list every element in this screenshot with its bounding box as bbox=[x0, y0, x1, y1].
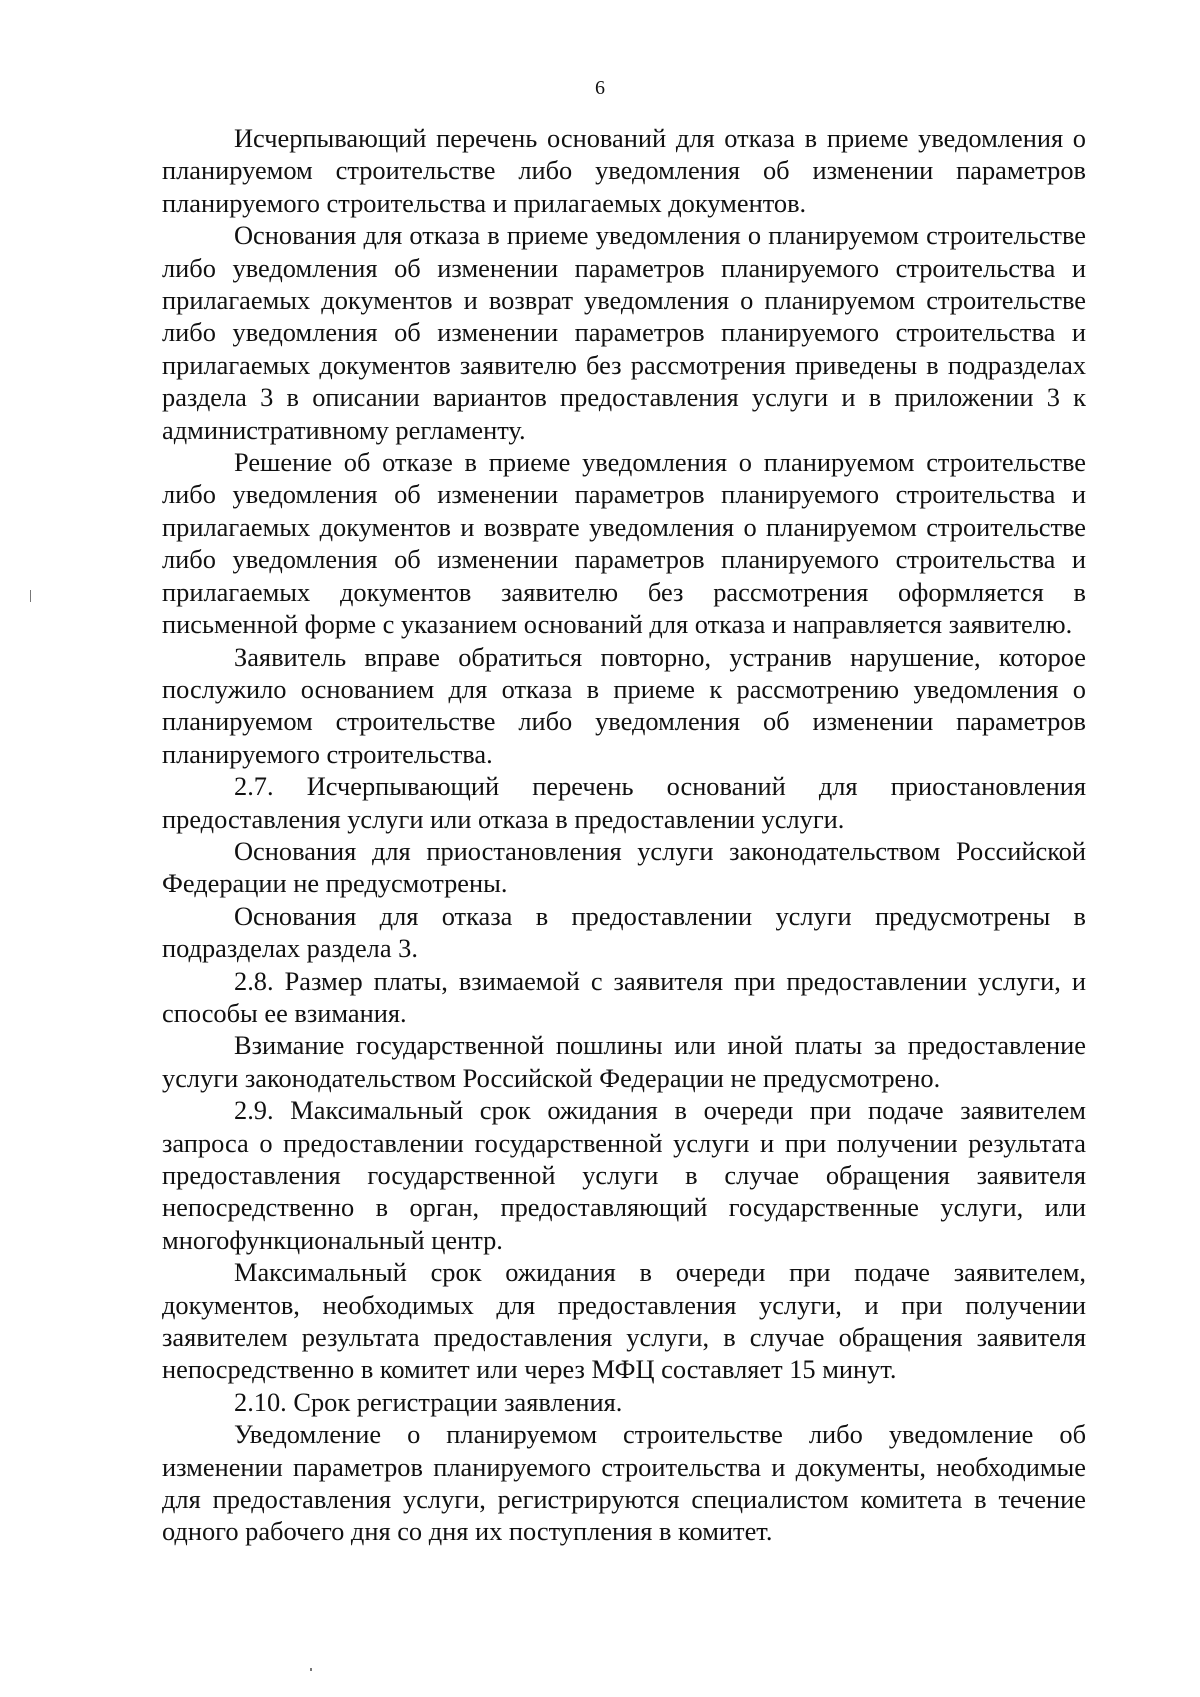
scan-artifact bbox=[310, 1668, 312, 1671]
paragraph-section-2-9: 2.9. Максимальный срок ожидания в очереди при подаче заявителем запроса о предоставлении государственной услуги и при получении результата предоставления государственной услуги в случае обращения заявителя непосредственно в орган, предоставляющий государственные услуги, или многофункциональный центр. bbox=[162, 1095, 1086, 1255]
paragraph-fee-collection: Взимание государственной пошлины или иной платы за предоставление услуги законодательством Российской Федерации не предусмотрено. bbox=[162, 1030, 1086, 1093]
paragraph-section-2-8: 2.8. Размер платы, взимаемой с заявителя при предоставлении услуги, и способы ее взимания. bbox=[162, 965, 1086, 1028]
paragraph-refusal-grounds: Основания для отказа в приеме уведомления о планируемом строительстве либо уведомления об изменении параметров планируемого строительства и прилагаемых документов и возврат уведомления о планируемом строительстве либо уведомления об изменении параметров планируемого строительства и прилагаемых документов заявителю без рассмотрения приведены в подразделах раздела 3 в описании вариантов предоставления услуги и в приложении 3 к административному регламенту. bbox=[162, 220, 1086, 445]
scan-artifact bbox=[30, 590, 31, 602]
paragraph-section-2-10: 2.10. Срок регистрации заявления. bbox=[234, 1386, 623, 1417]
paragraph-registration: Уведомление о планируемом строительстве либо уведомление об изменении параметров планируемого строительства и документы, необходимые для предоставления услуги, регистрируются специалистом комитета в течение одного рабочего дня со дня их поступления в комитет. bbox=[162, 1419, 1086, 1547]
paragraph-reapplication: Заявитель вправе обратиться повторно, устранив нарушение, которое послужило основанием для отказа в приеме к рассмотрению уведомления о планируемом строительстве либо уведомления об изменении параметров планируемого строительства. bbox=[162, 641, 1086, 769]
paragraph-refusal-grounds-title: Исчерпывающий перечень оснований для отказа в приеме уведомления о планируемом строительстве либо уведомления об изменении параметров планируемого строительства и прилагаемых документов. bbox=[162, 123, 1086, 218]
paragraph-service-refusal-grounds: Основания для отказа в предоставлении услуги предусмотрены в подразделах раздела 3. bbox=[162, 900, 1086, 964]
page-number: 6 bbox=[595, 77, 605, 99]
paragraph-section-2-7: 2.7. Исчерпывающий перечень оснований для приостановления предоставления услуги или отказа в предоставлении услуги. bbox=[162, 771, 1086, 834]
paragraph-refusal-decision: Решение об отказе в приеме уведомления о планируемом строительстве либо уведомления об изменении параметров планируемого строительства и прилагаемых документов и возврате уведомления о планируемом строительстве либо уведомления об изменении параметров планируемого строительства и прилагаемых документов заявителю без рассмотрения оформляется в письменной форме с указанием оснований для отказа и направляется заявителю. bbox=[162, 447, 1086, 640]
document-body bbox=[162, 122, 1086, 1548]
paragraph-suspension-grounds: Основания для приостановления услуги законодательством Российской Федерации не предусмотрены. bbox=[162, 835, 1086, 899]
paragraph-max-wait-time: Максимальный срок ожидания в очереди при подаче заявителем, документов, необходимых для предоставления услуги, и при получении заявителем результата предоставления услуги, в случае обращения заявителя непосредственно в комитет или через МФЦ составляет 15 минут. bbox=[162, 1257, 1086, 1385]
